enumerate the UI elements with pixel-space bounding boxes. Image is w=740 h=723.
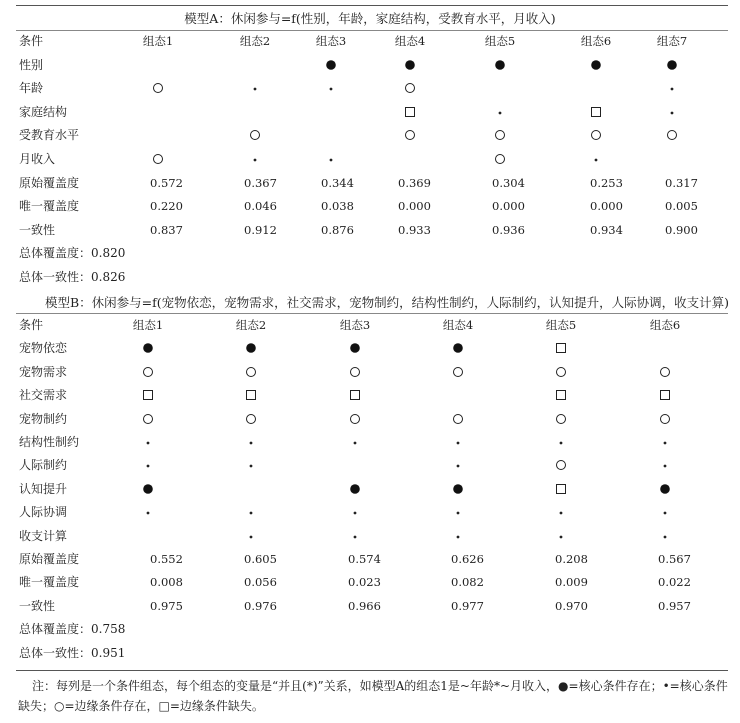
stat-row <box>0 549 740 569</box>
core-absent-icon <box>452 459 464 471</box>
stat-value: 0.009 <box>555 575 588 590</box>
marginal-absent-icon <box>590 106 602 118</box>
row-label: 一致性 <box>19 222 56 237</box>
row-label: 原始覆盖度 <box>19 175 80 190</box>
config-header: 组态2 <box>239 34 271 48</box>
core-absent-icon <box>666 82 678 94</box>
stat-value: 0.976 <box>244 598 277 613</box>
config-header: 组态2 <box>235 318 267 332</box>
core-present-icon <box>494 59 506 71</box>
core-absent-icon <box>666 106 678 118</box>
row-label: 唯一覆盖度 <box>19 575 80 590</box>
stat-value: 0.208 <box>555 552 588 566</box>
model-b-title: 模型B：休闲参与=f(宠物依恋，宠物需求，社交需求，宠物制约，结构性制约，人际制约，认知提升，人际协调，收支计算) <box>45 295 730 310</box>
core-absent-icon <box>590 153 602 165</box>
stat-value: 0.253 <box>590 175 623 190</box>
core-present-icon <box>452 342 464 354</box>
core-present-icon <box>404 59 416 71</box>
core-absent-icon <box>659 436 671 448</box>
row-label: 条件 <box>19 318 44 332</box>
core-present-icon <box>590 59 602 71</box>
marginal-present-icon <box>349 413 361 425</box>
stat-value: 0.000 <box>590 199 623 214</box>
marginal-present-icon <box>142 413 154 425</box>
condition-row <box>0 479 740 499</box>
row-label: 人际制约 <box>19 458 68 473</box>
config-header: 组态3 <box>315 34 347 48</box>
condition-row <box>0 502 740 522</box>
stat-value: 0.008 <box>150 575 183 590</box>
stat-value: 0.900 <box>665 222 698 237</box>
core-present-icon <box>659 483 671 495</box>
condition-row <box>0 455 740 475</box>
stat-value: 0.000 <box>492 199 525 214</box>
overall-coverage-text: 总体覆盖度：0.758 <box>19 622 126 637</box>
stat-value: 0.574 <box>348 552 381 566</box>
core-absent-icon <box>245 459 257 471</box>
overall-coverage <box>0 243 740 263</box>
core-absent-icon <box>659 506 671 518</box>
marginal-present-icon <box>245 413 257 425</box>
marginal-present-icon <box>555 413 567 425</box>
marginal-present-icon <box>666 129 678 141</box>
core-absent-icon <box>142 436 154 448</box>
condition-row <box>0 78 740 98</box>
stat-value: 0.369 <box>398 175 431 190</box>
stat-value: 0.876 <box>321 222 354 237</box>
stat-value: 0.056 <box>244 575 277 590</box>
marginal-absent-icon <box>245 389 257 401</box>
config-header: 组态6 <box>649 318 681 332</box>
row-label: 家庭结构 <box>19 104 68 119</box>
marginal-present-icon <box>452 366 464 378</box>
stat-row <box>0 196 740 216</box>
marginal-present-icon <box>555 459 567 471</box>
condition-row <box>0 125 740 145</box>
row-label: 社交需求 <box>19 388 68 403</box>
core-absent-icon <box>245 436 257 448</box>
row-label: 性别 <box>19 57 44 72</box>
stat-value: 0.552 <box>150 552 183 566</box>
stat-row <box>0 173 740 193</box>
stat-value: 0.005 <box>665 199 698 214</box>
marginal-absent-icon <box>555 342 567 354</box>
condition-row <box>0 102 740 122</box>
marginal-present-icon <box>555 366 567 378</box>
model-b-title-rule <box>16 313 728 314</box>
row-label: 结构性制约 <box>19 435 80 449</box>
core-present-icon <box>142 342 154 354</box>
row-label: 人际协调 <box>19 505 68 520</box>
condition-row <box>0 409 740 429</box>
core-present-icon <box>666 59 678 71</box>
marginal-absent-icon <box>142 389 154 401</box>
config-header: 组态3 <box>339 318 371 332</box>
overall-consistency-text: 总体一致性：0.951 <box>19 645 126 660</box>
stat-value: 0.970 <box>555 598 588 613</box>
marginal-present-icon <box>142 366 154 378</box>
stat-row <box>0 596 740 616</box>
header-row <box>0 315 740 335</box>
marginal-present-icon <box>349 366 361 378</box>
table-note: 注：每列是一个条件组态，每个组态的变量是“并且(*)”关系，如模型A的组态1是~年龄*~月收入，●=核心条件存在；•=核心条件缺失；○=边缘条件存在，□=边缘条件缺失。 <box>18 679 728 713</box>
marginal-present-icon <box>245 366 257 378</box>
stat-value: 0.975 <box>150 598 183 613</box>
stat-value: 0.837 <box>150 222 183 237</box>
stat-value: 0.957 <box>658 598 691 613</box>
marginal-present-icon <box>152 82 164 94</box>
condition-row <box>0 526 740 546</box>
stat-value: 0.912 <box>244 222 277 237</box>
core-present-icon <box>142 483 154 495</box>
stat-value: 0.046 <box>244 199 277 214</box>
core-absent-icon <box>452 436 464 448</box>
condition-row <box>0 385 740 405</box>
overall-coverage-text: 总体覆盖度：0.820 <box>19 246 126 261</box>
marginal-present-icon <box>590 129 602 141</box>
row-label: 认知提升 <box>19 481 68 496</box>
row-label: 一致性 <box>19 598 56 613</box>
core-absent-icon <box>659 530 671 542</box>
core-absent-icon <box>349 506 361 518</box>
core-absent-icon <box>349 436 361 448</box>
stat-value: 0.936 <box>492 222 525 237</box>
core-absent-icon <box>245 506 257 518</box>
stat-row <box>0 220 740 240</box>
stat-row <box>0 572 740 592</box>
marginal-present-icon <box>404 82 416 94</box>
row-label: 受教育水平 <box>19 128 80 143</box>
stat-value: 0.220 <box>150 199 183 214</box>
config-header: 组态1 <box>142 34 174 48</box>
marginal-present-icon <box>404 129 416 141</box>
marginal-absent-icon <box>404 106 416 118</box>
stat-value: 0.000 <box>398 199 431 214</box>
row-label: 原始覆盖度 <box>19 552 80 566</box>
row-label: 唯一覆盖度 <box>19 199 80 214</box>
stat-value: 0.934 <box>590 222 623 237</box>
core-absent-icon <box>249 153 261 165</box>
core-present-icon <box>325 59 337 71</box>
stat-value: 0.038 <box>321 199 354 214</box>
marginal-absent-icon <box>555 389 567 401</box>
core-absent-icon <box>245 530 257 542</box>
condition-row <box>0 149 740 169</box>
row-label: 年龄 <box>19 81 44 96</box>
core-absent-icon <box>555 436 567 448</box>
row-label: 月收入 <box>19 152 56 166</box>
stat-value: 0.317 <box>665 175 698 190</box>
config-header: 组态5 <box>545 318 577 332</box>
condition-row <box>0 432 740 452</box>
core-absent-icon <box>325 153 337 165</box>
config-header: 组态7 <box>656 34 688 48</box>
stat-value: 0.933 <box>398 222 431 237</box>
core-absent-icon <box>659 459 671 471</box>
marginal-absent-icon <box>555 483 567 495</box>
marginal-present-icon <box>452 413 464 425</box>
core-absent-icon <box>555 530 567 542</box>
core-absent-icon <box>452 530 464 542</box>
marginal-absent-icon <box>349 389 361 401</box>
stat-value: 0.572 <box>150 175 183 190</box>
stat-value: 0.023 <box>348 575 381 590</box>
core-present-icon <box>245 342 257 354</box>
core-absent-icon <box>142 459 154 471</box>
stat-value: 0.022 <box>658 575 691 590</box>
core-present-icon <box>349 342 361 354</box>
core-absent-icon <box>452 506 464 518</box>
core-absent-icon <box>555 506 567 518</box>
marginal-absent-icon <box>659 389 671 401</box>
stat-value: 0.966 <box>348 598 381 613</box>
model-a-title: 模型A：休闲参与=f(性别，年龄，家庭结构，受教育水平，月收入) <box>184 11 556 26</box>
stat-value: 0.626 <box>451 552 484 566</box>
stat-value: 0.567 <box>658 552 691 566</box>
row-label: 宠物依恋 <box>19 341 68 356</box>
top-rule <box>16 5 728 6</box>
marginal-present-icon <box>152 153 164 165</box>
overall-consistency <box>0 643 740 663</box>
overall-consistency <box>0 267 740 287</box>
core-present-icon <box>349 483 361 495</box>
row-label: 收支计算 <box>19 528 68 543</box>
marginal-present-icon <box>659 413 671 425</box>
stat-value: 0.977 <box>451 598 484 613</box>
core-absent-icon <box>142 506 154 518</box>
core-absent-icon <box>325 82 337 94</box>
stat-value: 0.082 <box>451 575 484 590</box>
core-absent-icon <box>494 106 506 118</box>
row-label: 宠物需求 <box>19 364 68 379</box>
config-header: 组态4 <box>442 318 474 332</box>
marginal-present-icon <box>249 129 261 141</box>
stat-value: 0.304 <box>492 175 525 190</box>
row-label: 条件 <box>19 34 44 48</box>
core-absent-icon <box>249 82 261 94</box>
row-label: 宠物制约 <box>19 411 68 426</box>
marginal-present-icon <box>494 153 506 165</box>
condition-row <box>0 338 740 358</box>
config-header: 组态6 <box>580 34 612 48</box>
marginal-present-icon <box>494 129 506 141</box>
marginal-present-icon <box>659 366 671 378</box>
stat-value: 0.367 <box>244 175 277 190</box>
header-row <box>0 31 740 51</box>
stat-value: 0.344 <box>321 175 354 190</box>
stat-value: 0.605 <box>244 552 277 566</box>
overall-coverage <box>0 619 740 639</box>
config-header: 组态1 <box>132 318 164 332</box>
overall-consistency-text: 总体一致性：0.826 <box>19 270 126 284</box>
config-header: 组态5 <box>484 34 516 48</box>
core-absent-icon <box>349 530 361 542</box>
condition-row <box>0 362 740 382</box>
config-header: 组态4 <box>394 34 426 48</box>
core-present-icon <box>452 483 464 495</box>
bottom-rule <box>16 670 728 671</box>
condition-row <box>0 55 740 75</box>
